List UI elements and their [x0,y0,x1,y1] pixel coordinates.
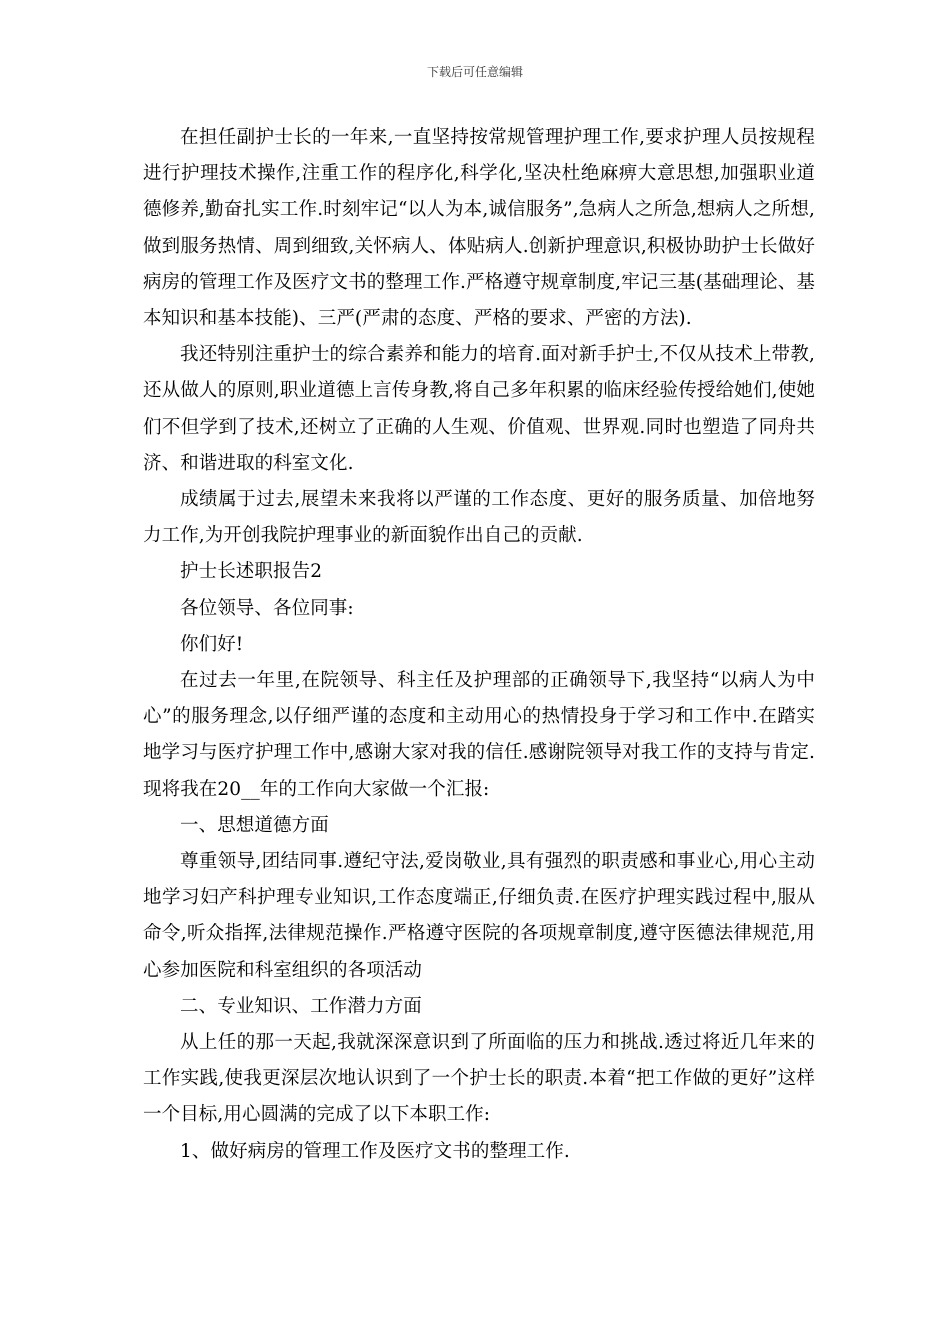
report-title: 护士长述职报告2 [180,561,323,583]
page-header: 下载后可任意编辑 [426,65,523,79]
section-heading-ethics: 一、思想道德方面 [180,814,329,836]
salutation: 各位领导、各位同事: [180,597,354,619]
paragraph-ethics: 尊重领导,团结同事.遵纪守法,爱岗敬业,具有强烈的职责感和事业心,用心主动地学习妇产科护理专业知识,工作态度端正,仔细负责.在医疗护理实践过程中,服从命令,听众指挥,法律规范操作.严格遵守医院的各项规章制度,遵守医德法律规范,用心参加医院和科室组织的各项活动 [143,851,815,981]
paragraph-overview: 在过去一年里,在院领导、科主任及护理部的正确领导下,我坚持“以病人为中心”的服务理念,以仔细严谨的态度和主动用心的热情投身于学习和工作中.在踏实地学习与医疗护理工作中,感谢大家对我的信任.感谢院领导对我工作的支持与肯定.现将我在20__年的工作向大家做一个汇报: [143,670,815,800]
paragraph-training: 我还特别注重护士的综合素养和能力的培育.面对新手护士,不仅从技术上带教,还从做人的原则,职业道德上言传身教,将自己多年积累的临床经验传授给她们,使她们不但学到了技术,还树立了正确的人生观、价值观、世界观.同时也塑造了同舟共济、和谐进取的科室文化. [143,344,815,474]
section-heading-expertise: 二、专业知识、工作潜力方面 [180,995,422,1017]
paragraph-outlook: 成绩属于过去,展望未来我将以严谨的工作态度、更好的服务质量、加倍地努力工作,为开创我院护理事业的新面貌作出自己的贡献. [143,489,815,547]
paragraph-intro-duties: 在担任副护士长的一年来,一直坚持按常规管理护理工作,要求护理人员按规程进行护理技术操作,注重工作的程序化,科学化,坚决杜绝麻痹大意思想,加强职业道德修养,勤奋扎实工作.时刻牢记“以人为本,诚信服务”,急病人之所急,想病人之所想,做到服务热情、周到细致,关怀病人、体贴病人.创新护理意识,积极协助护士长做好病房的管理工作及医疗文书的整理工作.严格遵守规章制度,牢记三基(基础理论、基本知识和基本技能)、三严(严肃的态度、严格的要求、严密的方法). [143,127,815,330]
greeting: 你们好! [180,633,244,655]
paragraph-expertise: 从上任的那一天起,我就深深意识到了所面临的压力和挑战.透过将近几年来的工作实践,使我更深层次地认识到了一个护士长的职责.本着“把工作做的更好”这样一个目标,用心圆满的完成了以下本职工作: [143,1032,815,1126]
list-item-ward-management: 1、做好病房的管理工作及医疗文书的整理工作. [180,1140,570,1162]
document-body [143,120,815,1170]
